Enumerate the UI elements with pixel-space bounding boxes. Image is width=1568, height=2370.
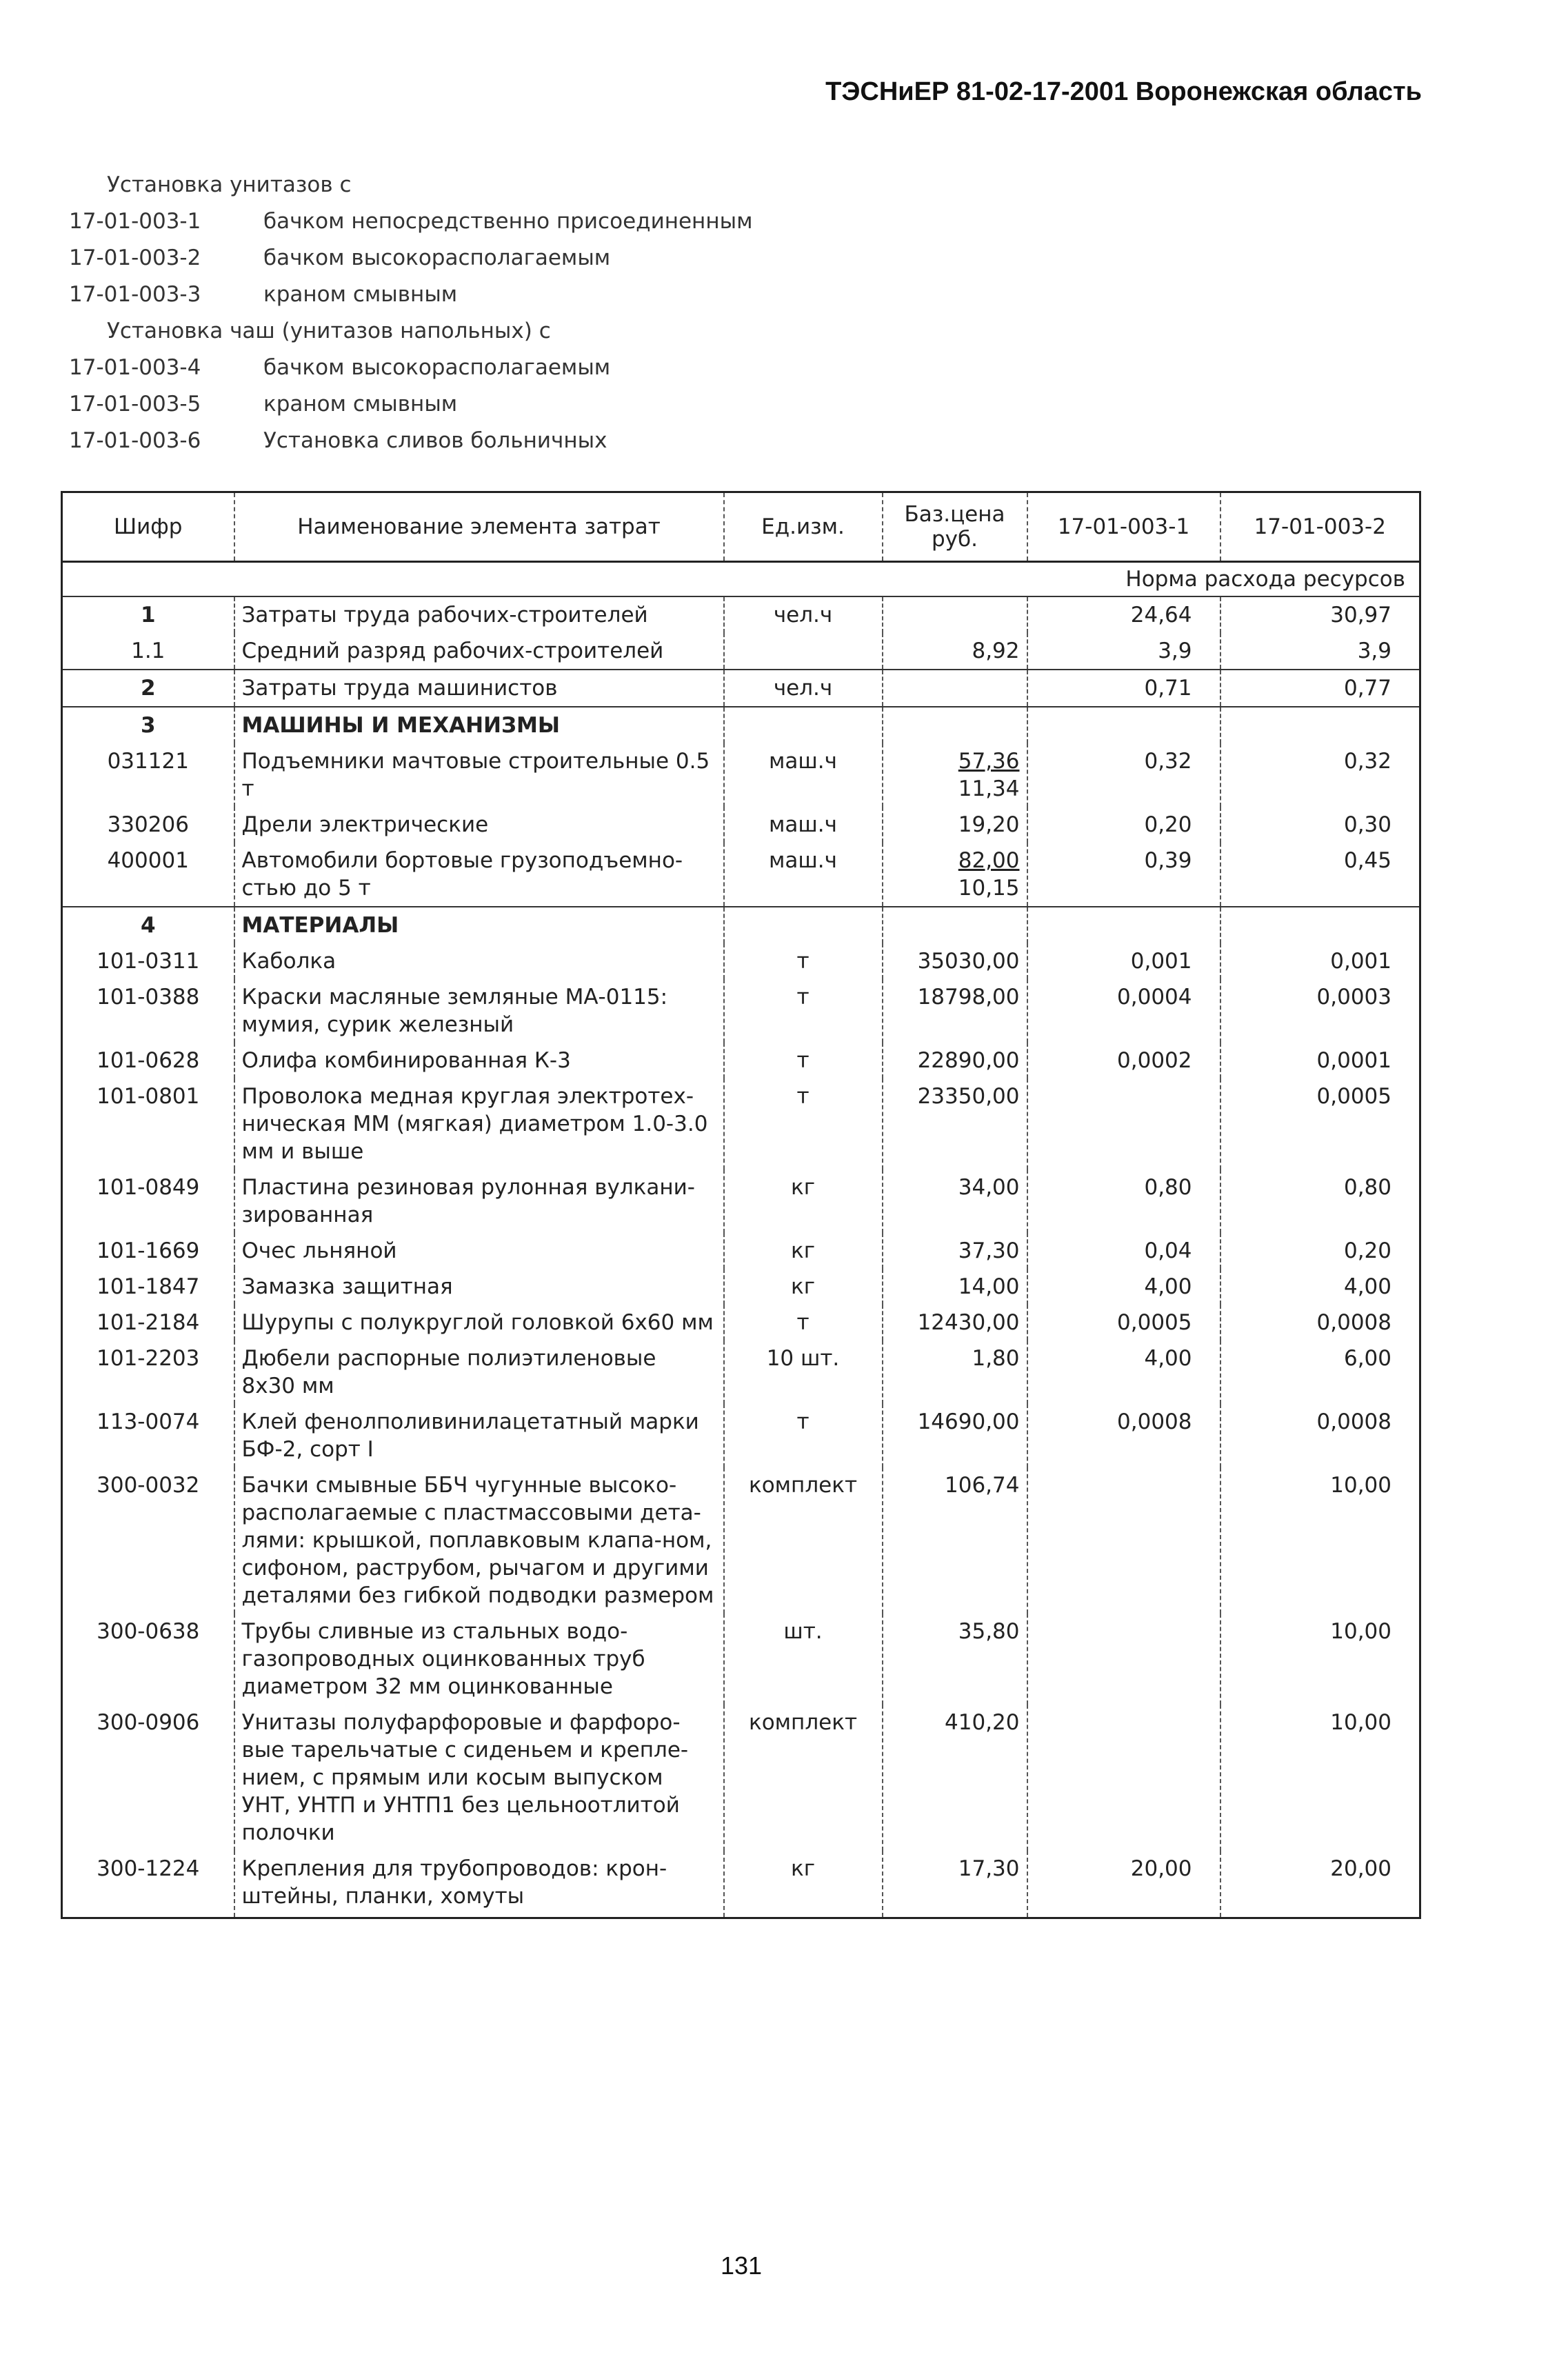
table-row [62, 1340, 1420, 1404]
cell-price [883, 843, 1027, 907]
cell-unit: маш.ч [724, 807, 883, 843]
price-value: 18798,00 [917, 985, 1020, 1010]
cell-name: Каболка [234, 943, 724, 979]
table-row [62, 1043, 1420, 1078]
price-value: 17,30 [958, 1856, 1020, 1881]
cell-code: 330206 [62, 807, 234, 843]
cell-price [883, 707, 1027, 743]
intro-item-text: краном смывным [263, 392, 458, 416]
column-header: 17-01-003-1 [1027, 492, 1220, 562]
cell-unit: комплект [724, 1705, 883, 1851]
table-row [62, 943, 1420, 979]
price-value: 82,00 [958, 848, 1020, 873]
cell-price [883, 1705, 1027, 1851]
intro-block [69, 167, 752, 459]
price-value: 1,80 [972, 1346, 1020, 1371]
cell-code: 4 [62, 907, 234, 943]
cell-norm-1 [1027, 1467, 1220, 1614]
cell-name: Подъемники мачтовые строительные 0.5 т [234, 743, 724, 807]
cell-norm-1: 0,0008 [1027, 1404, 1220, 1467]
cell-code: 101-0311 [62, 943, 234, 979]
cell-unit: кг [724, 1851, 883, 1918]
cell-name: Автомобили бортовые грузоподъемно-стью до 5 т [234, 843, 724, 907]
intro-group-title: Установка чаш (унитазов напольных) с [107, 319, 551, 343]
cell-norm-2: 0,0008 [1220, 1305, 1420, 1340]
cell-unit: т [724, 1043, 883, 1078]
cell-norm-1: 4,00 [1027, 1340, 1220, 1404]
cell-unit: чел.ч [724, 596, 883, 633]
cell-unit: т [724, 1404, 883, 1467]
price-value: 14,00 [958, 1274, 1020, 1299]
table-row [62, 1705, 1420, 1851]
price-value: 22890,00 [917, 1048, 1020, 1073]
cell-unit [724, 633, 883, 670]
table-row [62, 1269, 1420, 1305]
price-value: 12430,00 [917, 1310, 1020, 1335]
cell-norm-2: 0,0005 [1220, 1078, 1420, 1169]
cell-name: Олифа комбинированная К-3 [234, 1043, 724, 1078]
price-value: 410,20 [945, 1710, 1020, 1735]
cell-price [883, 1851, 1027, 1918]
intro-item-code: 17-01-003-5 [69, 392, 201, 416]
cell-code: 031121 [62, 743, 234, 807]
table-row [62, 743, 1420, 807]
table-row [62, 633, 1420, 670]
cell-norm-2: 0,0003 [1220, 979, 1420, 1043]
cell-norm-1: 20,00 [1027, 1851, 1220, 1918]
cell-unit: комплект [724, 1467, 883, 1614]
cell-norm-2: 0,001 [1220, 943, 1420, 979]
cell-norm-2: 3,9 [1220, 633, 1420, 670]
cell-price [883, 807, 1027, 843]
cell-norm-1: 4,00 [1027, 1269, 1220, 1305]
cell-unit: кг [724, 1233, 883, 1269]
cell-name: Дюбели распорные полиэтиленовые 8х30 мм [234, 1340, 724, 1404]
cell-name: Затраты труда рабочих-строителей [234, 596, 724, 633]
cell-norm-1: 0,0005 [1027, 1305, 1220, 1340]
cell-norm-1 [1027, 1705, 1220, 1851]
price-value: 23350,00 [917, 1084, 1020, 1109]
cell-name: Замазка защитная [234, 1269, 724, 1305]
cell-price [883, 1169, 1027, 1233]
intro-item-code: 17-01-003-1 [69, 209, 201, 234]
cell-code: 113-0074 [62, 1404, 234, 1467]
table-row [62, 1233, 1420, 1269]
norm-row [62, 562, 1420, 597]
cell-norm-1: 0,20 [1027, 807, 1220, 843]
cell-norm-1: 0,0002 [1027, 1043, 1220, 1078]
cell-name: МАШИНЫ И МЕХАНИЗМЫ [234, 707, 724, 743]
cell-name: Очес льняной [234, 1233, 724, 1269]
cell-code: 1 [62, 596, 234, 633]
cell-code: 300-0032 [62, 1467, 234, 1614]
cell-norm-1: 0,0004 [1027, 979, 1220, 1043]
cell-norm-1: 0,39 [1027, 843, 1220, 907]
cell-name: Пластина резиновая рулонная вулкани-зированная [234, 1169, 724, 1233]
table-row [62, 843, 1420, 907]
cell-name: МАТЕРИАЛЫ [234, 907, 724, 943]
cell-name: Крепления для трубопроводов: крон-штейны, планки, хомуты [234, 1851, 724, 1918]
intro-item [69, 240, 752, 277]
intro-item [69, 386, 752, 423]
cell-unit: маш.ч [724, 743, 883, 807]
cell-unit: т [724, 943, 883, 979]
cell-norm-2: 0,0001 [1220, 1043, 1420, 1078]
cell-unit: шт. [724, 1614, 883, 1705]
cell-norm-2: 0,32 [1220, 743, 1420, 807]
cell-unit [724, 907, 883, 943]
cell-norm-1: 0,80 [1027, 1169, 1220, 1233]
cell-norm-1: 0,04 [1027, 1233, 1220, 1269]
cell-price [883, 633, 1027, 670]
cell-price [883, 1340, 1027, 1404]
cell-norm-2: 0,20 [1220, 1233, 1420, 1269]
cell-price [883, 1043, 1027, 1078]
cell-unit [724, 707, 883, 743]
cell-code: 300-0638 [62, 1614, 234, 1705]
cell-code: 101-2203 [62, 1340, 234, 1404]
intro-item-text: бачком непосредственно присоединенным [263, 209, 753, 234]
price-value: 35030,00 [917, 949, 1020, 974]
price-value: 19,20 [958, 812, 1020, 837]
cell-code: 101-2184 [62, 1305, 234, 1340]
cell-price [883, 1078, 1027, 1169]
cell-name: Дрели электрические [234, 807, 724, 843]
column-header: 17-01-003-2 [1220, 492, 1420, 562]
cell-norm-2: 0,45 [1220, 843, 1420, 907]
cell-norm-1: 3,9 [1027, 633, 1220, 670]
cell-price [883, 1404, 1027, 1467]
cell-code: 101-0801 [62, 1078, 234, 1169]
cell-norm-2: 4,00 [1220, 1269, 1420, 1305]
cell-norm-1: 0,001 [1027, 943, 1220, 979]
cell-code: 1.1 [62, 633, 234, 670]
cell-norm-1 [1027, 1614, 1220, 1705]
cell-price [883, 1467, 1027, 1614]
cell-price [883, 1305, 1027, 1340]
cell-norm-2: 6,00 [1220, 1340, 1420, 1404]
intro-item-code: 17-01-003-6 [69, 428, 201, 453]
cell-norm-1 [1027, 1078, 1220, 1169]
cell-unit: т [724, 979, 883, 1043]
table-row [62, 707, 1420, 743]
cell-price [883, 1269, 1027, 1305]
table-row [62, 1851, 1420, 1918]
cell-name: Клей фенолполивинилацетатный марки БФ-2, сорт I [234, 1404, 724, 1467]
column-header: Ед.изм. [724, 492, 883, 562]
column-header: Наименование элемента затрат [234, 492, 724, 562]
cell-price [883, 979, 1027, 1043]
table-row [62, 907, 1420, 943]
cell-price [883, 596, 1027, 633]
resource-table [61, 491, 1421, 1919]
price-value: 8,92 [972, 639, 1020, 663]
table-row [62, 596, 1420, 633]
cell-unit: т [724, 1305, 883, 1340]
cell-code: 101-0849 [62, 1169, 234, 1233]
cell-unit: кг [724, 1169, 883, 1233]
intro-item [69, 350, 752, 386]
cell-price [883, 1614, 1027, 1705]
cell-name: Шурупы с полукруглой головкой 6х60 мм [234, 1305, 724, 1340]
cell-norm-2 [1220, 707, 1420, 743]
cell-norm-2: 10,00 [1220, 1705, 1420, 1851]
cell-name: Унитазы полуфарфоровые и фарфоро-вые тарельчатые с сиденьем и крепле-нием, с прямым или косым выпуском УНТ, УНТП и УНТП1 без цельноотлитой полочки [234, 1705, 724, 1851]
table-row [62, 670, 1420, 707]
cell-code: 101-1847 [62, 1269, 234, 1305]
intro-group-title: Установка унитазов с [107, 172, 352, 197]
cell-norm-1: 0,32 [1027, 743, 1220, 807]
page-header: ТЭСНиЕР 81-02-17-2001 Воронежская область [825, 77, 1422, 106]
cell-price [883, 670, 1027, 707]
cell-code: 300-1224 [62, 1851, 234, 1918]
cell-unit: кг [724, 1269, 883, 1305]
norm-label: Норма расхода ресурсов [62, 562, 1420, 597]
cell-unit: маш.ч [724, 843, 883, 907]
table-row [62, 807, 1420, 843]
cell-name: Затраты труда машинистов [234, 670, 724, 707]
cell-norm-2: 10,00 [1220, 1467, 1420, 1614]
cell-code: 400001 [62, 843, 234, 907]
cell-price [883, 943, 1027, 979]
cell-norm-1 [1027, 907, 1220, 943]
cell-norm-2: 30,97 [1220, 596, 1420, 633]
cell-unit: чел.ч [724, 670, 883, 707]
price-machinist-value: 10,15 [958, 876, 1020, 901]
intro-item [69, 203, 752, 240]
cell-norm-2: 0,80 [1220, 1169, 1420, 1233]
cell-code: 101-1669 [62, 1233, 234, 1269]
cell-code: 3 [62, 707, 234, 743]
cell-norm-1: 24,64 [1027, 596, 1220, 633]
cell-price [883, 743, 1027, 807]
cell-name: Трубы сливные из стальных водо-газопроводных оцинкованных труб диаметром 32 мм оцинкованные [234, 1614, 724, 1705]
price-value: 37,30 [958, 1238, 1020, 1263]
price-value: 57,36 [958, 749, 1020, 774]
cell-norm-1: 0,71 [1027, 670, 1220, 707]
price-value: 106,74 [945, 1473, 1020, 1498]
cell-name: Средний разряд рабочих-строителей [234, 633, 724, 670]
intro-item-code: 17-01-003-2 [69, 245, 201, 270]
cell-norm-2: 0,30 [1220, 807, 1420, 843]
cell-name: Бачки смывные ББЧ чугунные высоко-располагаемые с пластмассовыми дета-лями: крышкой, поплавковым клапа-ном, сифоном, раструбом, рычагом и другими деталями без гибкой подводки размером [234, 1467, 724, 1614]
cell-norm-2: 20,00 [1220, 1851, 1420, 1918]
cell-norm-2 [1220, 907, 1420, 943]
price-machinist-value: 11,34 [958, 776, 1020, 801]
intro-item-text: Установка сливов больничных [263, 428, 607, 453]
cell-name: Краски масляные земляные МА-0115: мумия, сурик железный [234, 979, 724, 1043]
table-row [62, 1614, 1420, 1705]
intro-item-code: 17-01-003-4 [69, 355, 201, 380]
intro-item [69, 277, 752, 313]
cell-code: 101-0388 [62, 979, 234, 1043]
page-number: 131 [720, 2251, 763, 2280]
cell-unit: т [724, 1078, 883, 1169]
intro-item [69, 423, 752, 459]
table-row [62, 1078, 1420, 1169]
column-header: Шифр [62, 492, 234, 562]
cell-name: Проволока медная круглая электротех-ническая ММ (мягкая) диаметром 1.0-3.0 мм и выше [234, 1078, 724, 1169]
cell-norm-1 [1027, 707, 1220, 743]
cell-code: 2 [62, 670, 234, 707]
intro-item-text: краном смывным [263, 282, 458, 307]
intro-items-1 [69, 203, 752, 313]
intro-item-text: бачком высокорасполагаемым [263, 245, 611, 270]
cell-unit: 10 шт. [724, 1340, 883, 1404]
cell-norm-2: 10,00 [1220, 1614, 1420, 1705]
table-header-row [62, 492, 1420, 562]
table-row [62, 1169, 1420, 1233]
cell-code: 300-0906 [62, 1705, 234, 1851]
table-row [62, 1404, 1420, 1467]
cell-norm-2: 0,0008 [1220, 1404, 1420, 1467]
cell-price [883, 907, 1027, 943]
table-row [62, 1305, 1420, 1340]
cell-code: 101-0628 [62, 1043, 234, 1078]
cell-price [883, 1233, 1027, 1269]
intro-item-text: бачком высокорасполагаемым [263, 355, 611, 380]
price-value: 34,00 [958, 1175, 1020, 1200]
intro-item-code: 17-01-003-3 [69, 282, 201, 307]
table-row [62, 1467, 1420, 1614]
cell-norm-2: 0,77 [1220, 670, 1420, 707]
price-value: 35,80 [958, 1619, 1020, 1644]
column-header: Баз.цена руб. [883, 492, 1027, 562]
price-value: 14690,00 [917, 1409, 1020, 1434]
table-row [62, 979, 1420, 1043]
intro-items-2 [69, 350, 752, 459]
